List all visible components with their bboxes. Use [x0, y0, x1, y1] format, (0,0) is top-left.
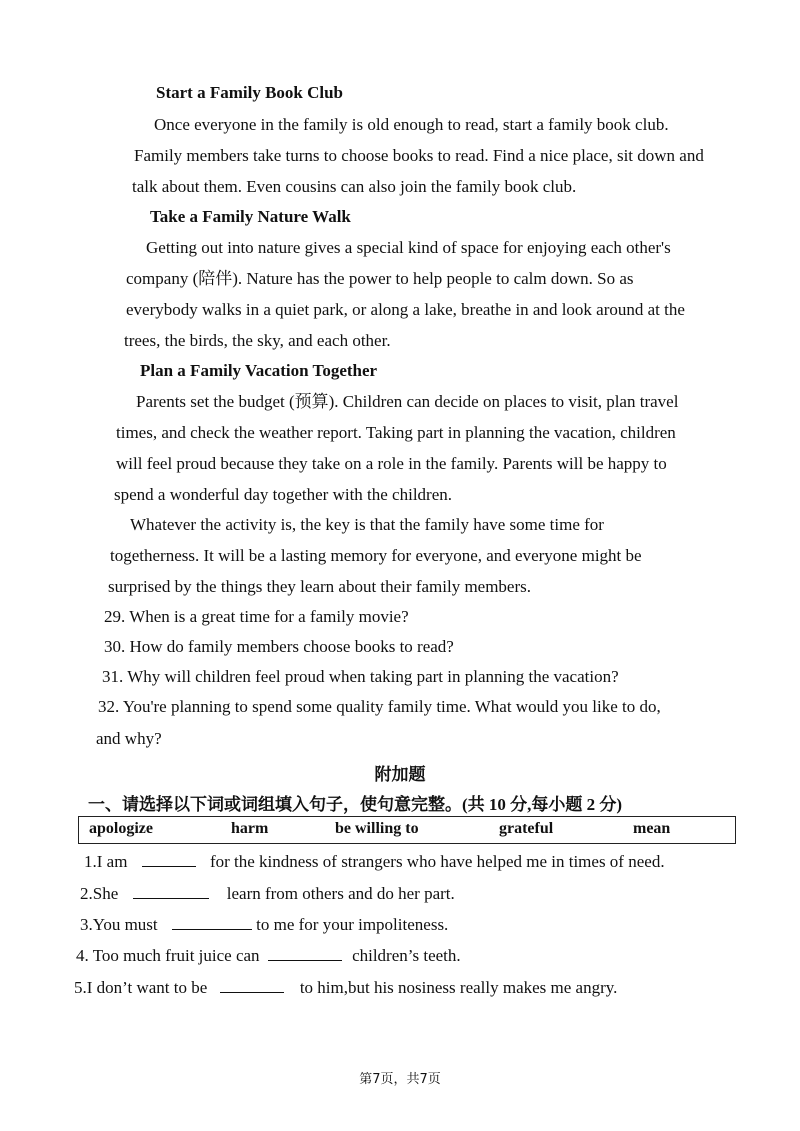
paragraph-line: company (陪伴). Nature has the power to help people to calm down. So as: [126, 269, 634, 288]
sentence-start: 1.I am: [84, 852, 128, 871]
word-bank-item: be willing to: [335, 820, 419, 837]
answer-blank[interactable]: [142, 851, 196, 867]
answer-blank[interactable]: [133, 883, 209, 899]
sentence-end: children’s teeth.: [352, 946, 461, 965]
conclusion-line: surprised by the things they learn about their family members.: [108, 577, 532, 596]
answer-blank[interactable]: [172, 914, 252, 930]
answer-blank[interactable]: [220, 977, 284, 993]
word-bank-item: grateful: [499, 820, 554, 837]
conclusion-line: togetherness. It will be a lasting memory for everyone, and everyone might be: [110, 546, 642, 565]
question-32-continued: and why?: [96, 729, 162, 748]
paragraph-line: talk about them. Even cousins can also join the family book club.: [132, 177, 577, 196]
extra-instruction: 一、请选择以下词或词组填入句子，使句意完整。(共 10 分,每小题 2 分): [88, 795, 623, 814]
fill-sentence-5: [74, 977, 617, 999]
section-heading-vacation: Plan a Family Vacation Together: [140, 361, 378, 380]
fill-sentence-1: [84, 851, 665, 873]
sentence-start: 4. Too much fruit juice can: [76, 946, 260, 965]
word-bank-item: mean: [633, 820, 671, 837]
conclusion-line: Whatever the activity is, the key is that the family have some time for: [130, 515, 604, 534]
answer-blank[interactable]: [268, 945, 342, 961]
question-32: 32. You're planning to spend some quality family time. What would you like to do,: [98, 697, 661, 716]
paragraph-line: spend a wonderful day together with the children.: [114, 485, 453, 504]
word-bank-item: apologize: [89, 820, 153, 837]
word-bank-item: harm: [231, 820, 269, 837]
paragraph-line: times, and check the weather report. Taking part in planning the vacation, children: [116, 423, 676, 442]
sentence-end: learn from others and do her part.: [226, 884, 455, 903]
sentence-end: for the kindness of strangers who have helped me in times of need.: [209, 852, 665, 871]
page-footer: 第7页，共7页: [359, 1072, 441, 1087]
fill-sentence-3: [80, 914, 448, 936]
paragraph-line: Getting out into nature gives a special kind of space for enjoying each other's: [146, 238, 671, 257]
sentence-end: to him,but his nosiness really makes me angry.: [299, 978, 618, 997]
sentence-start: 2.She: [80, 884, 119, 903]
paragraph-line: will feel proud because they take on a role in the family. Parents will be happy to: [116, 454, 667, 473]
sentence-start: 3.You must: [80, 915, 158, 934]
paragraph-line: Family members take turns to choose books to read. Find a nice place, sit down and: [134, 146, 704, 165]
sentence-start: 5.I don’t want to be: [74, 978, 208, 997]
paragraph-line: trees, the birds, the sky, and each other.: [124, 331, 391, 350]
paragraph-line: Once everyone in the family is old enough to read, start a family book club.: [154, 115, 669, 134]
paragraph-line: Parents set the budget (预算). Children can decide on places to visit, plan travel: [136, 392, 679, 411]
extra-title: 附加题: [374, 765, 426, 784]
question-31: 31. Why will children feel proud when taking part in planning the vacation?: [102, 667, 619, 686]
fill-sentence-2: [80, 883, 455, 905]
question-29: 29. When is a great time for a family movie?: [104, 607, 409, 626]
sentence-end: to me for your impoliteness.: [256, 915, 449, 934]
paragraph-line: everybody walks in a quiet park, or along a lake, breathe in and look around at the: [126, 300, 685, 319]
word-bank-box: [78, 816, 736, 844]
fill-sentence-4: [76, 945, 461, 967]
question-30: 30. How do family members choose books to read?: [104, 637, 454, 656]
section-heading-nature-walk: Take a Family Nature Walk: [150, 207, 351, 226]
section-heading-book-club: Start a Family Book Club: [156, 83, 344, 102]
